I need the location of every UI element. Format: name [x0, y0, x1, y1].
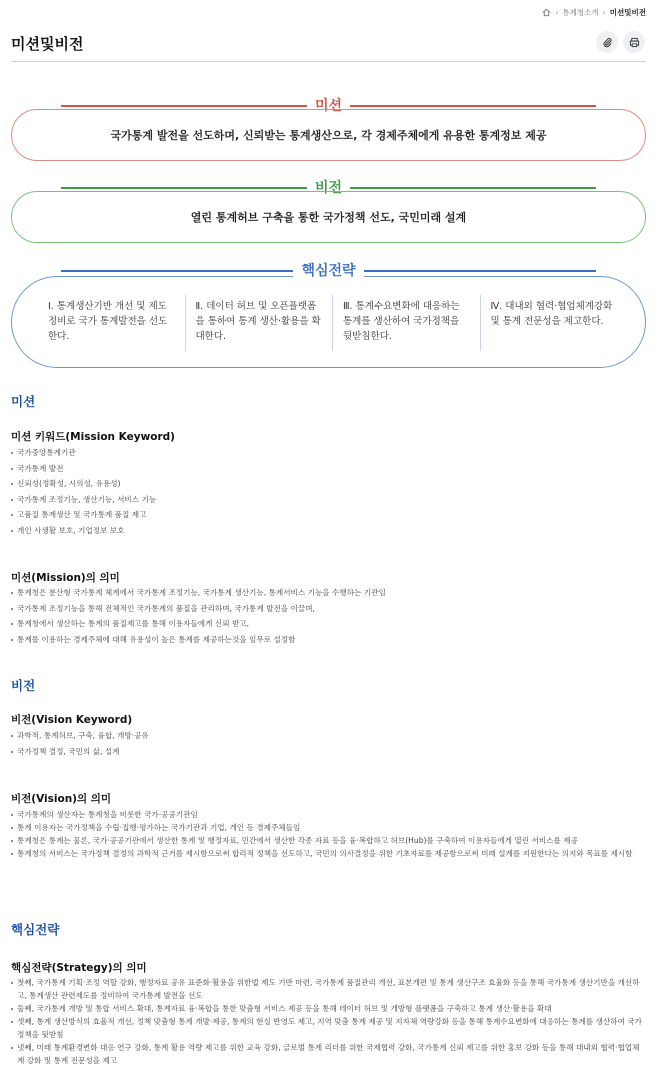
list-item: 둘째, 국가통계 개방 및 통합 서비스 확대, 통계자료 융·복합을 통한 맞춤형 서비스 제공 등을 통해 데이터 허브 및 개방형 플랫폼을 구축하고 통계 생산·활용을 확대 — [11, 1002, 642, 1015]
core-strategy-item: Ⅱ. 데이터 허브 및 오픈플랫폼을 통하여 통계 생산·활용을 확대한다. — [186, 295, 334, 351]
list-item: 첫째, 국가통계 기획·조정 역할 강화, 행정자료 공유 표준화·활용을 위한법 제도 기반 마련, 국가통계 품질관리 개선, 표본개편 및 통계 생산구조 효율화 등을 통해 국가통계 생산기반을 개선하고, 통계생산 관련제도를 정비하여 국가통계 발전을 선도 — [11, 976, 642, 1002]
mission-meaning-title: 미션(Mission)의 의미 — [11, 572, 120, 584]
list-item: 통계청에서 생산하는 통계의 품질제고를 통해 이용자들에게 신뢰 받고, — [11, 616, 642, 632]
core-strategy-meaning-title: 핵심전략(Strategy)의 의미 — [11, 962, 147, 974]
core-strategy-item: Ⅲ. 통계수요변화에 대응하는 통계를 생산하여 국가정책을 뒷받침한다. — [333, 295, 481, 351]
chevron-right-icon: › — [602, 8, 606, 17]
mission-box-label: 미션 — [11, 97, 646, 113]
vision-statement: 열린 통계허브 구축을 통한 국가정책 선도, 국민미래 설계 — [11, 191, 646, 243]
print-icon — [629, 37, 640, 48]
list-item: 국가통계 발전 — [11, 461, 642, 477]
list-item: 과학적, 통계허브, 구축, 융합, 개방·공유 — [11, 728, 642, 744]
list-item: 고품질 통계생산 및 국가통계 품질 제고 — [11, 507, 642, 523]
list-item: 국가통계 조정기능, 생산기능, 서비스 기능 — [11, 492, 642, 508]
list-item: 통계청의 서비스는 국가정책 결정의 과학적 근거를 제시함으로써 합리적 정책을 선도하고, 국민의 의사결정을 위한 기초자료를 제공함으로써 미래 설계를 지원한다는 의지와 목표를 제시함 — [11, 847, 642, 860]
breadcrumb-item-current: 미션및비전 — [609, 8, 646, 17]
core-strategy-item: Ⅰ. 통계생산기반 개선 및 제도정비로 국가 통계발전을 선도한다. — [38, 295, 186, 351]
print-button[interactable] — [623, 31, 645, 53]
mission-heading: 미션 — [11, 394, 36, 409]
core-strategy-box — [11, 276, 646, 368]
mission-keyword-title: 미션 키워드(Mission Keyword) — [11, 431, 175, 443]
list-item: 넷째, 미래 통계환경변화 대응 연구 강화, 통계 활용 역량 제고를 위한 교육 강화, 글로벌 통계 리더를 위한 국제협력 강화, 국가통계 신뢰 제고를 위한 홍보 강화 등을 통해 대내외 협력·협업체계 강화 및 통계 전문성을 제고 — [11, 1041, 642, 1067]
vision-meaning-title: 비전(Vision)의 의미 — [11, 793, 112, 805]
list-item: 국가통계 조정기능을 통해 전체적인 국가통계의 품질을 관리하며, 국가통계 발전을 이끌며, — [11, 601, 642, 617]
mission-keyword-list — [11, 445, 642, 539]
mission-meaning-list — [11, 585, 642, 647]
chevron-right-icon: › — [555, 8, 559, 17]
list-item: 통계 이용자는 국가정책을 수립·집행·평가하는 국가기관과 기업, 개인 등 경제주체들임 — [11, 821, 642, 834]
list-item: 신뢰성(정확성, 시의성, 유용성) — [11, 476, 642, 492]
breadcrumb-item-about[interactable]: 통계청소개 — [562, 8, 599, 17]
list-item: 개인 사생활 보호, 기업정보 보호 — [11, 523, 642, 539]
paperclip-icon — [602, 37, 613, 48]
vision-box-label: 비전 — [11, 179, 646, 195]
page-title: 미션및비전 — [11, 35, 84, 53]
core-strategy-heading: 핵심전략 — [11, 922, 60, 937]
header-divider — [11, 61, 646, 62]
vision-keyword-list — [11, 728, 642, 759]
list-item: 국가정책 결정, 국민의 삶, 설계 — [11, 744, 642, 760]
core-strategy-item: Ⅳ. 대내외 협력·협업체계강화 및 통계 전문성을 제고한다. — [490, 301, 613, 327]
breadcrumb — [542, 7, 646, 18]
list-item: 통계청은 통계는 물론, 국가·공공기관에서 생산한 통계 및 행정자료, 민간에서 생산한 각종 자료 등을 융·복합하고 허브(Hub)를 구축하여 이용자들에게 열린 서비스를 제공 — [11, 834, 642, 847]
mission-statement: 국가통계 발전을 선도하며, 신뢰받는 통계생산으로, 각 경제주체에게 유용한 통계정보 제공 — [11, 109, 646, 161]
list-item: 셋째, 통계 생산방식의 효율적 개선, 정책 맞춤형 통계 개발·제공, 통계의 현실 반영도 제고, 지역 맞춤 통계 제공 및 지자체 역량강화 등을 통해 통계수요변화에 대응하는 통계를 생산하여 국가정책을 뒷받침 — [11, 1015, 642, 1041]
list-item: 통계를 이용하는 경제주체에 대해 유용성이 높은 통계를 제공하는것을 임무로 설정함 — [11, 632, 642, 648]
list-item: 국가중앙통계기관 — [11, 445, 642, 461]
home-icon[interactable] — [542, 8, 551, 17]
list-item: 통계청은 분산형 국가통계 체계에서 국가통계 조정기능, 국가통계 생산기능, 통계서비스 기능을 수행하는 기관임 — [11, 585, 642, 601]
vision-meaning-list — [11, 808, 642, 860]
list-item: 국가통계의 생산자는 통계청을 비롯한 국가·공공기관임 — [11, 808, 642, 821]
vision-keyword-title: 비전(Vision Keyword) — [11, 714, 133, 726]
attachment-button[interactable] — [596, 31, 618, 53]
core-strategy-meaning-list — [11, 976, 642, 1067]
vision-heading: 비전 — [11, 678, 36, 693]
core-box-label: 핵심전략 — [11, 262, 646, 278]
